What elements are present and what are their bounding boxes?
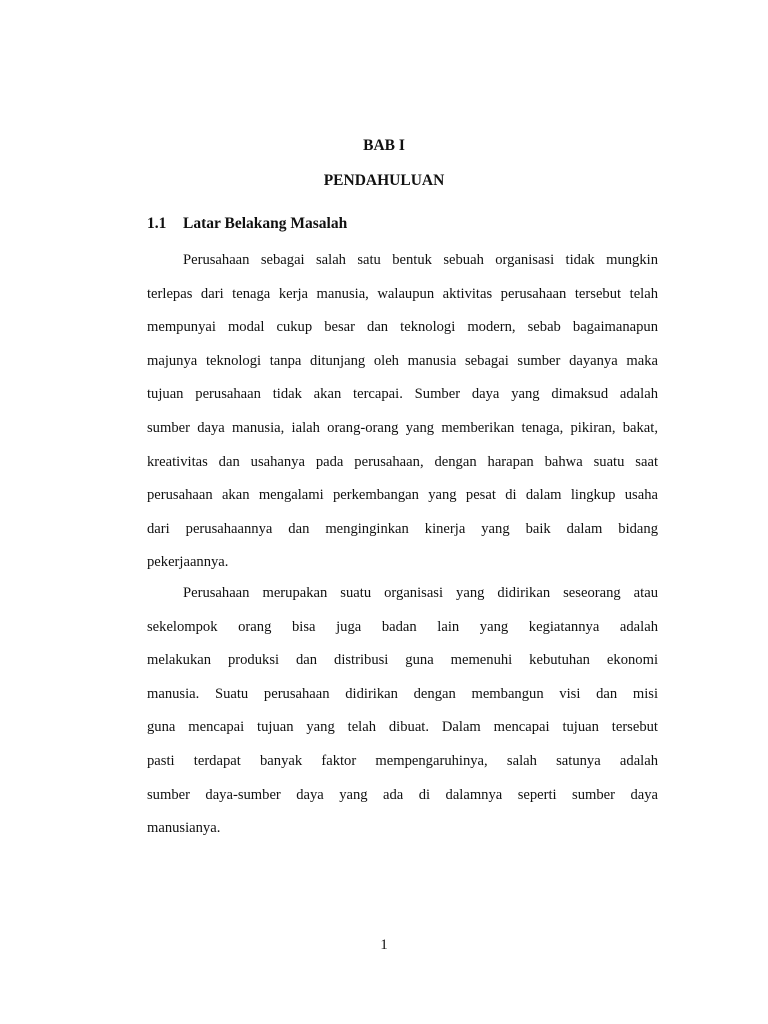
paragraph-line: pekerjaannya. — [147, 554, 229, 571]
paragraph-line: mempunyai modal cukup besar dan teknologi modern, sebab bagaimanapun — [147, 319, 658, 336]
paragraph-line: kreativitas dan usahanya pada perusahaan, dengan harapan bahwa suatu saat — [147, 453, 658, 470]
chapter-title: PENDAHULUAN — [323, 172, 445, 189]
paragraph-line: melakukan produksi dan distribusi guna memenuhi kebutuhan ekonomi — [147, 652, 658, 669]
paragraph-line: guna mencapai tujuan yang telah dibuat. Dalam mencapai tujuan tersebut — [147, 719, 658, 736]
paragraph-line: manusianya. — [147, 820, 221, 837]
paragraph-line: Perusahaan merupakan suatu organisasi yang didirikan seseorang atau — [183, 585, 658, 601]
paragraph-line: perusahaan akan mengalami perkembangan yang pesat di dalam lingkup usaha — [147, 487, 658, 504]
chapter-label: BAB I — [363, 137, 405, 154]
paragraph-line: tujuan perusahaan tidak akan tercapai. Sumber daya yang dimaksud adalah — [147, 386, 658, 403]
paragraph-1 — [147, 244, 658, 580]
paragraph-line: majunya teknologi tanpa ditunjang oleh manusia sebagai sumber dayanya maka — [147, 352, 658, 369]
page-number: 1 — [380, 937, 388, 953]
paragraph-line: sumber daya manusia, ialah orang-orang yang memberikan tenaga, pikiran, bakat, — [147, 419, 658, 436]
paragraph-line: dari perusahaannya dan menginginkan kinerja yang baik dalam bidang — [147, 520, 658, 537]
section-title: Latar Belakang Masalah — [183, 215, 348, 232]
paragraph-line: Perusahaan sebagai salah satu bentuk sebuah organisasi tidak mungkin — [183, 252, 658, 268]
paragraph-line: sekelompok orang bisa juga badan lain yang kegiatannya adalah — [147, 618, 658, 635]
paragraph-line: manusia. Suatu perusahaan didirikan dengan membangun visi dan misi — [147, 685, 658, 702]
paragraph-line: terlepas dari tenaga kerja manusia, walaupun aktivitas perusahaan tersebut telah — [147, 285, 658, 302]
paragraph-line: pasti terdapat banyak faktor mempengaruhinya, salah satunya adalah — [147, 752, 658, 769]
paragraph-line: sumber daya-sumber daya yang ada di dalamnya seperti sumber daya — [147, 786, 658, 803]
section-number: 1.1 — [147, 215, 167, 232]
paragraph-2 — [147, 577, 658, 846]
section-heading — [147, 215, 347, 233]
